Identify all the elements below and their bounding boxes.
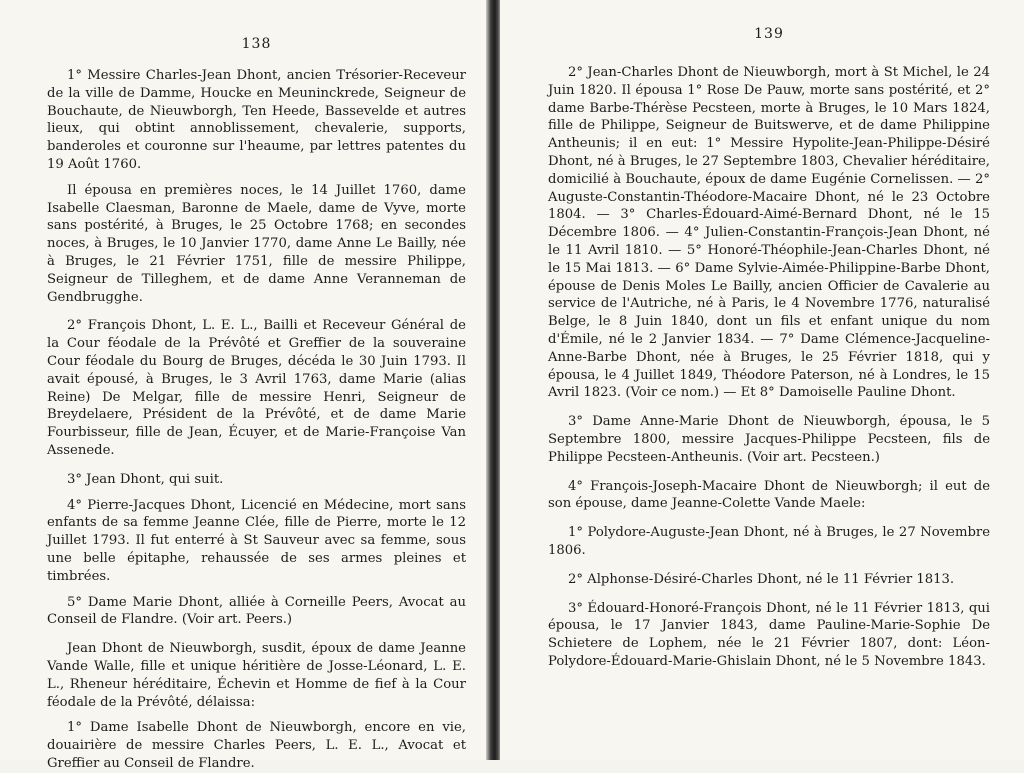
paragraph: 1° Polydore-Auguste-Jean Dhont, né à Bruges, le 27 Novembre 1806. xyxy=(548,525,990,558)
paragraph: 5° Dame Marie Dhont, alliée à Corneille Peers, Avocat au Conseil de Flandre. (Voir art. Peers.) xyxy=(47,594,466,628)
paragraph: 2° François Dhont, L. E. L., Bailli et Receveur Général de la Cour féodale de la Prévôté et Greffier de la souveraine Cour féodale du Bourg de Bruges, décéda le 30 Juin 1793. Il avait épousé, à Bruges, le 3 Avril 1763, dame Marie (alias Reine) De Melgar, fille de messire Henri, Seigneur de Breydelaere, Président de la Prévôté, et de dame Marie Fourbisseur, fille de Jean, Écuyer, et de Marie-Françoise Van Assenede. xyxy=(47,318,466,458)
paragraph: 3° Édouard-Honoré-François Dhont, né le 11 Février 1813, qui épousa, le 17 Janvier 1843, dame Pauline-Marie-Sophie De Schietere de Lophem, née le 21 Février 1807, dont: Léon-Polydore-Édouard-Marie-Ghislain Dhont, né le 5 Novembre 1843. xyxy=(548,600,990,669)
paragraph: 1° Messire Charles-Jean Dhont, ancien Trésorier-Receveur de la ville de Damme, Houcke en Meuninckrede, Seigneur de Bouchaute, de Nieuwborgh, Ten Heede, Bassevelde et autres lieux, qui obtint annoblissement, chevalerie, supports, banderoles et couronne sur l'heaume, par lettres patentes du 19 Août 1760. xyxy=(47,68,466,172)
right-page xyxy=(500,0,1024,760)
left-page xyxy=(0,0,488,771)
page-number: 138 xyxy=(241,36,272,52)
paragraph: 2° Alphonse-Désiré-Charles Dhont, né le 11 Février 1813. xyxy=(568,571,955,587)
paragraph: 3° Jean Dhont, qui suit. xyxy=(67,471,224,487)
paragraph: Il épousa en premières noces, le 14 Juillet 1760, dame Isabelle Claesman, Baronne de Maele, dame de Vyve, morte sans postérité, à Bruges, le 25 Octobre 1768; en secondes noces, à Bruges, le 10 Janvier 1770, dame Anne Le Bailly, née à Bruges, le 21 Février 1751, fille de messire Philippe, Seigneur de Tilleghem, et de dame Anne Veranneman de Gendbrugghe. xyxy=(47,182,466,305)
page-number: 139 xyxy=(754,26,784,42)
paragraph: 3° Dame Anne-Marie Dhont de Nieuwborgh, épousa, le 5 Septembre 1800, messire Jacques-Philippe Pecsteen, fils de Philippe Pecsteen-Antheunis. (Voir art. Pecsteen.) xyxy=(548,414,990,465)
paragraph: 1° Dame Isabelle Dhont de Nieuwborgh, encore en vie, douairière de messire Charles Peers, L. E. L., Avocat et Greffier au Conseil de Flandre. xyxy=(47,720,466,771)
paragraph: 4° Pierre-Jacques Dhont, Licencié en Médecine, mort sans enfants de sa femme Jeanne Clée, fille de Pierre, morte le 12 Juillet 1793. Il fut enterré à St Sauveur avec sa femme, sous une belle épitaphe, rehaussée de ses armes pleines et timbrées. xyxy=(47,497,466,584)
paragraph: 2° Jean-Charles Dhont de Nieuwborgh, mort à St Michel, le 24 Juin 1820. Il épousa 1° Rose De Pauw, morte sans postérité, et 2° dame Barbe-Thérèse Pecsteen, morte à Bruges, le 10 Mars 1824, fille de Philippe, Seigneur de Buitswerve, et de dame Philippine Antheunis; il en eut: 1° Messire Hypolite-Jean-Philippe-Désiré Dhont, né à Bruges, le 27 Septembre 1803, Chevalier héréditaire, domicilié à Bouchaute, époux de dame Eugénie Cornelissen. — 2° Auguste-Constantin-Théodore-Macaire Dhont, né le 23 Octobre 1804. — 3° Charles-Édouard-Aimé-Bernard Dhont, né le 15 Décembre 1806. — 4° Julien-Constantin-François-Jean Dhont, né le 11 Avril 1810. — 5° Honoré-Théophile-Jean-Charles Dhont, né le 15 Mai 1813. — 6° Dame Sylvie-Aimée-Philippine-Barbe Dhont, épouse de Denis Moles Le Bailly, ancien Officier de Cavalerie au service de l'Autriche, né à Paris, le 4 Novembre 1776, naturalisé Belge, le 8 Juin 1840, dont un fils et enfant unique du nom d'Émile, né le 2 Janvier 1834. — 7° Dame Clémence-Jacqueline-Anne-Barbe Dhont, née à Bruges, le 25 Février 1818, qui y épousa, le 4 Juillet 1849, Théodore Paterson, né à Londres, le 15 Avril 1823. (Voir ce nom.) — Et 8° Damoiselle Pauline Dhont. xyxy=(548,65,990,401)
paragraph: Jean Dhont de Nieuwborgh, susdit, époux de dame Jeanne Vande Walle, fille et unique héritière de Josse-Léonard, L. E. L., Rheneur héréditaire, Échevin et Homme de fief à la Cour féodale de la Prévôté, délaissa: xyxy=(47,641,466,710)
paragraph: 4° François-Joseph-Macaire Dhont de Nieuwborgh; il eut de son épouse, dame Jeanne-Colette Vande Maele: xyxy=(548,478,990,512)
